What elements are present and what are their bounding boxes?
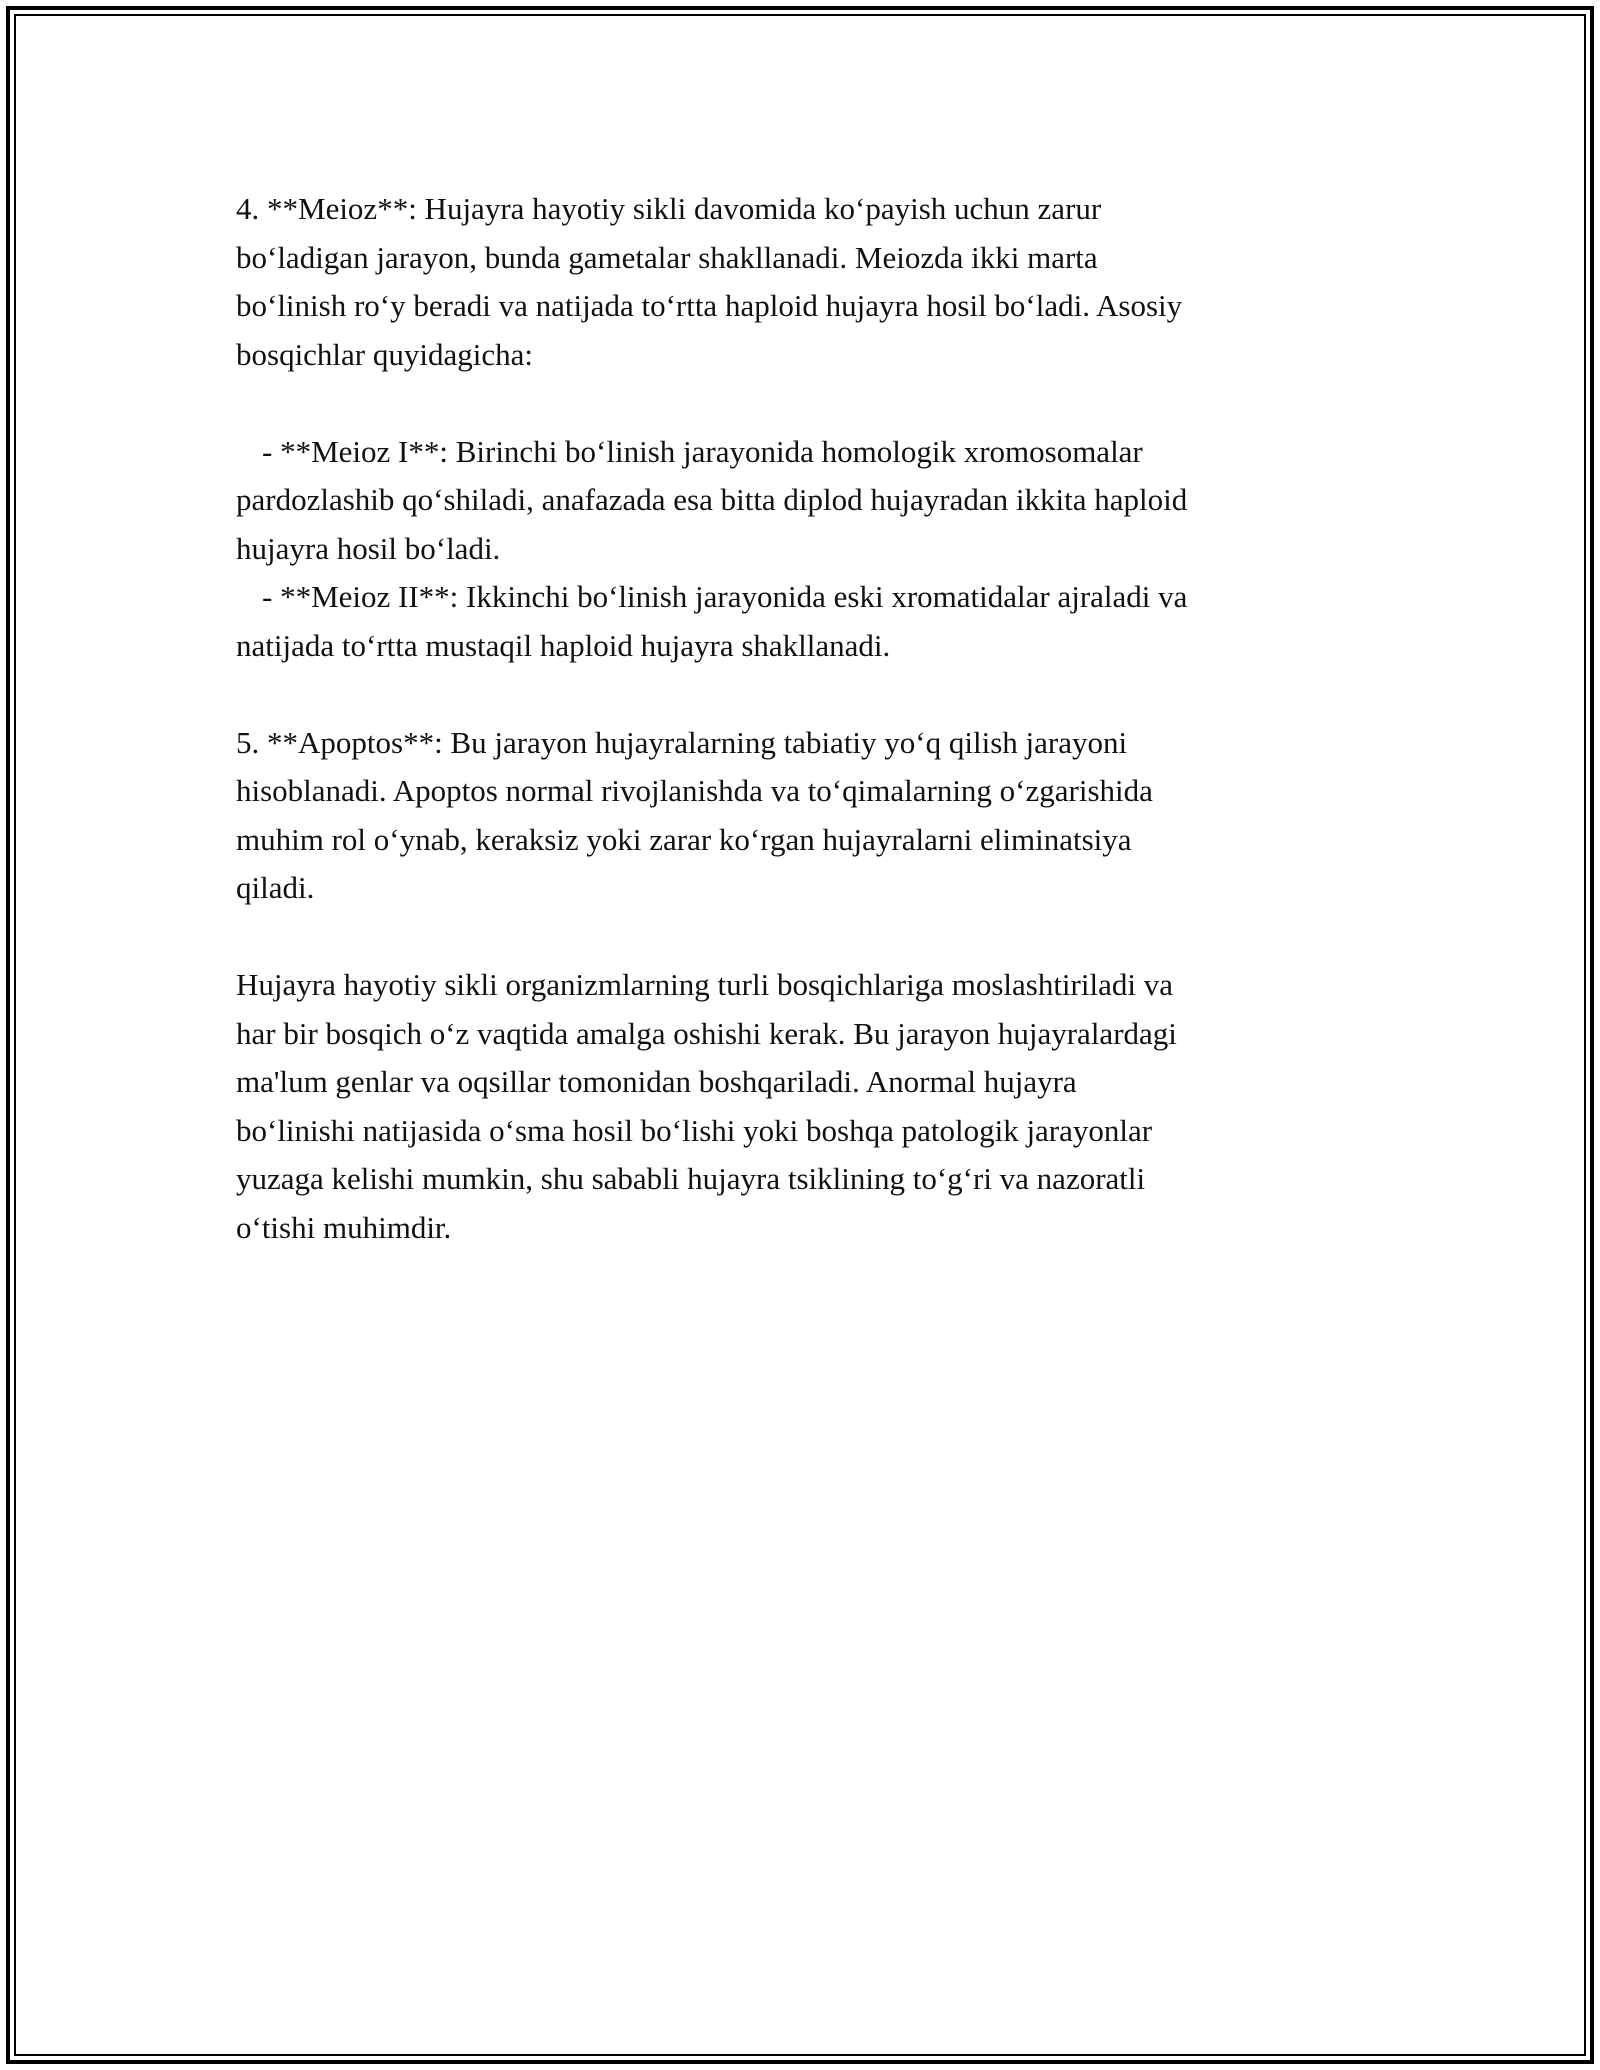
list-item-meioz-2-continuation: natijada to‘rtta mustaqil haploid hujayra shakllanadi. — [236, 627, 891, 663]
paragraph-spacer — [236, 379, 1386, 428]
paragraph-conclusion: Hujayra hayotiy sikli organizmlarning turli bosqichlariga moslashtiriladi va har bir bosqich o‘z vaqtida amalga oshishi kerak. Bu jarayon hujayralardagi ma'lum genlar va oqsillar tomonidan boshqariladi. Anormal hujayra bo‘linishi natijasida o‘sma hosil bo‘lishi yoki boshqa patologik jarayonlar yuzaga kelishi mumkin, shu sababli hujayra tsiklining to‘g‘ri va nazoratli o‘tishi muhimdir. — [236, 967, 1177, 1245]
list-item-meioz-1-first-line: - **Meioz I**: Birinchi bo‘linish jarayonida homologik xromosomalar — [262, 433, 1143, 469]
document-body — [236, 185, 1386, 1252]
paragraph-meioz: 4. **Meioz**: Hujayra hayotiy sikli davomida ko‘payish uchun zarur bo‘ladigan jarayon, bunda gametalar shakllanadi. Meiozda ikki marta bo‘linish ro‘y beradi va natijada to‘rtta haploid hujayra hosil bo‘ladi. Asosiy bosqichlar quyidagicha: — [236, 191, 1183, 372]
paragraph-apoptos: 5. **Apoptos**: Bu jarayon hujayralarning tabiatiy yo‘q qilish jarayoni hisoblanadi. Apoptos normal rivojlanishda va to‘qimalarning o‘zgarishida muhim rol o‘ynab, keraksiz yoki zarar ko‘rgan hujayralarni eliminatsiya qiladi. — [236, 724, 1153, 905]
list-item-meioz-1-continuation: pardozlashib qo‘shiladi, anafazada esa bitta diplod hujayradan ikkita haploid hujayra hosil bo‘ladi. — [236, 482, 1188, 566]
list-item-meioz-2-first-line: - **Meioz II**: Ikkinchi bo‘linish jarayonida eski xromatidalar ajraladi va — [262, 579, 1188, 614]
paragraph-spacer — [236, 670, 1386, 719]
paragraph-spacer — [236, 913, 1386, 962]
